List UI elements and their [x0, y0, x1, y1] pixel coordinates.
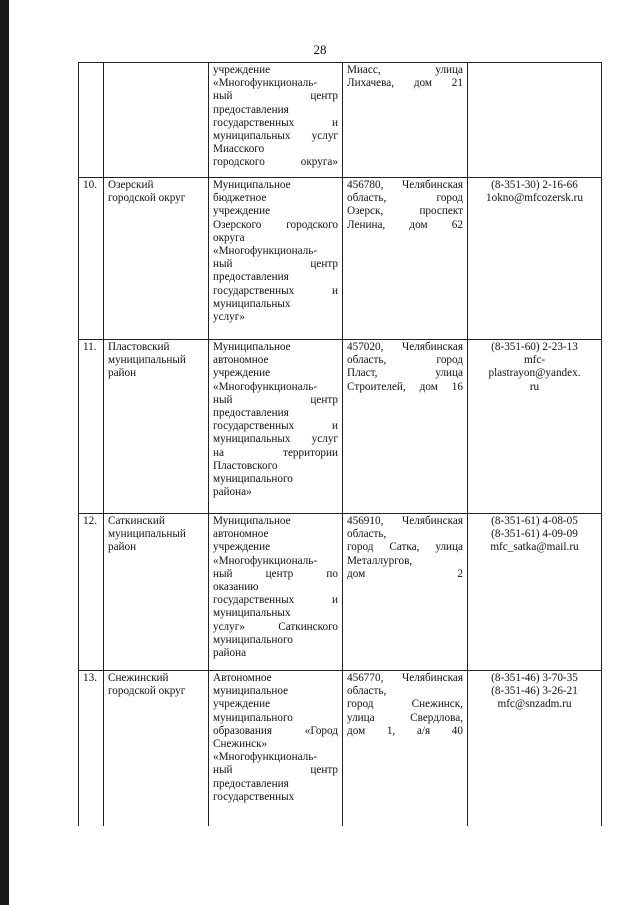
contacts-cell: (8-351-61) 4-08-05 (8-351-61) 4-09-09 mfc_satka@mail.ru	[468, 514, 602, 671]
contacts-cell: (8-351-46) 3-70-35 (8-351-46) 3-26-21 mfc@snzadm.ru	[468, 671, 602, 827]
table-row	[79, 63, 602, 178]
contacts-cell: (8-351-30) 2-16-66 1okno@mfcozersk.ru	[468, 178, 602, 340]
contacts-cell: (8-351-60) 2-23-13 mfc- plastrayon@yandex. ru	[468, 340, 602, 514]
row-number-cell: 12.	[79, 514, 104, 671]
address-cell: 456780, Челябинская область, город Озерск, проспект Ленина, дом 62	[343, 178, 468, 340]
organization-cell: учреждение «Многофункциональ- ный центр предоставления государственных и муниципальных услуг Миасского городского округа»	[209, 63, 343, 178]
row-number-cell	[79, 63, 104, 178]
table-row	[79, 340, 602, 514]
row-number-cell: 11.	[79, 340, 104, 514]
territory-cell: Саткинский муниципальный район	[104, 514, 209, 671]
territory-cell	[104, 63, 209, 178]
organization-cell: Автономное муниципальное учреждение муниципального образования «Город Снежинск» «Многофункциональ- ный центр предоставления государственных	[209, 671, 343, 827]
territory-cell: Снежинский городской округ	[104, 671, 209, 827]
table-row	[79, 178, 602, 340]
row-number-cell: 13.	[79, 671, 104, 827]
page-number: 28	[313, 42, 327, 57]
organization-cell: Муниципальное автономное учреждение «Многофункциональ- ный центр по оказанию государственных и муниципальных услуг» Саткинского муниципального района	[209, 514, 343, 671]
contacts-cell	[468, 63, 602, 178]
row-number-cell: 10.	[79, 178, 104, 340]
scan-edge-shadow	[0, 0, 9, 905]
address-cell: Миасс, улица Лихачева, дом 21	[343, 63, 468, 178]
address-cell: 457020, Челябинская область, город Пласт, улица Строителей, дом 16	[343, 340, 468, 514]
organization-cell: Муниципальное бюджетное учреждение Озерского городского округа «Многофункциональ- ный центр предоставления государственных и муниципальных услуг»	[209, 178, 343, 340]
mfc-registry-table	[78, 62, 602, 826]
address-cell: 456770, Челябинская область, город Снежинск, улица Свердлова, дом 1, а/я 40	[343, 671, 468, 827]
table-row	[79, 671, 602, 827]
organization-cell: Муниципальное автономное учреждение «Многофункциональ- ный центр предоставления государственных и муниципальных услуг на территории Пластовского муниципального района»	[209, 340, 343, 514]
territory-cell: Озерский городской округ	[104, 178, 209, 340]
address-cell: 456910, Челябинская область, город Сатка, улица Металлургов, дом 2	[343, 514, 468, 671]
table-row	[79, 514, 602, 671]
territory-cell: Пластовский муниципальный район	[104, 340, 209, 514]
